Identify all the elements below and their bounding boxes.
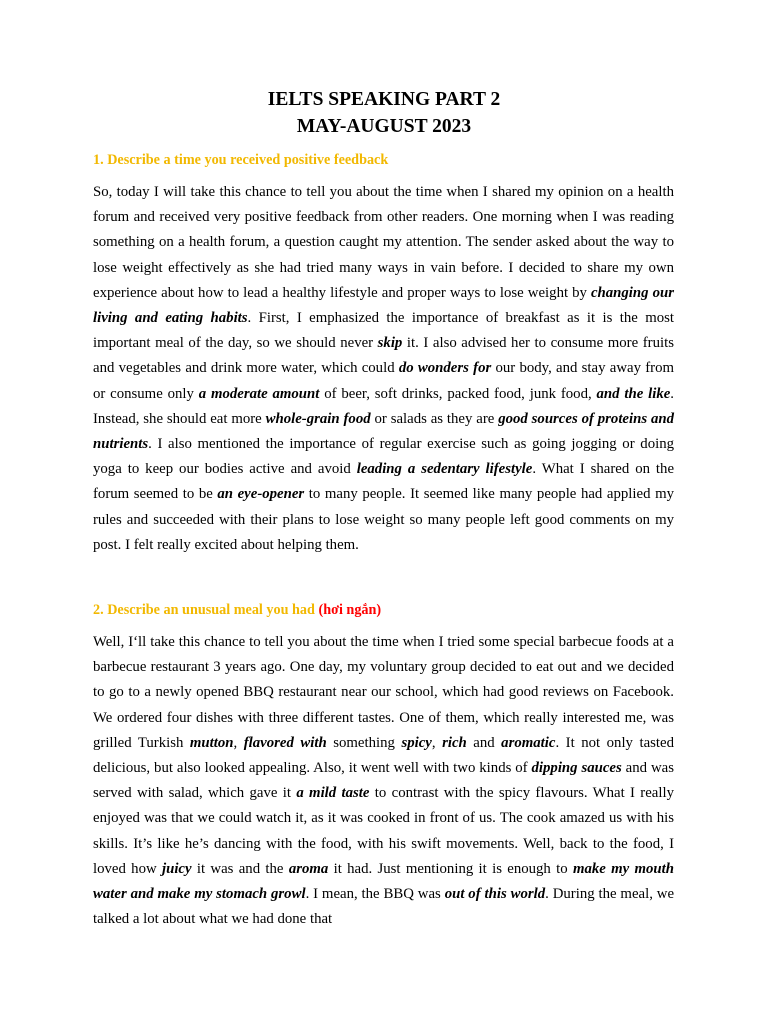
paragraph-text: to contrast with the spicy flavours. What I really enjoyed was that we could watch it, as it was cooked in front of us. The cook amazed us with his skills. It’s like he’s dancing with the food, with his swift movements. Well, back to the food, I loved how (93, 785, 674, 877)
section-2-heading (93, 600, 693, 620)
key-phrase: make my mouth water and make my stomach growl (93, 860, 675, 903)
paragraph-text: . I also mentioned the importance of regular exercise such as going jogging or doing yoga to keep our bodies active and avoid (93, 436, 674, 478)
paragraph-text: something (326, 734, 402, 751)
section-1-heading (93, 150, 693, 170)
key-phrase: skip (377, 335, 403, 352)
paragraph-text: . During the meal, we talked a lot about what we had done that (93, 886, 675, 928)
paragraph-text: or salads as they are (370, 410, 499, 427)
section-2-heading-text: 2. Describe an unusual meal you had (93, 602, 315, 618)
paragraph-text: . What I shared on the forum seemed to be (93, 461, 675, 503)
paragraph-text: So, today I will take this chance to tell you about the time when I shared my opinion on a health forum and received very positive feedback from other readers. One morning when I was reading something on a health forum, a question caught my attention. The sender asked about the way to lose weight effectively as she had tried many ways in vain before. I decided to share my own experience about how to lead a healthy lifestyle and proper ways to lose weight by (93, 184, 674, 301)
paragraph-text: to many people. It seemed like many people had applied my rules and succeeded with their plans to lose weight so many people left good comments on my post. I felt really excited about helping them. (93, 486, 674, 553)
key-phrase: a moderate amount (198, 385, 320, 402)
paragraph-text: , (233, 734, 244, 751)
paragraph-text: . It not only tasted delicious, but also looked appealing. Also, it went well with two kinds of (93, 734, 674, 777)
key-phrase: mutton (189, 734, 234, 751)
document-subtitle: MAY-AUGUST 2023 (296, 116, 472, 137)
key-phrase: juicy (161, 860, 192, 877)
paragraph-text: it had. Just mentioning it is enough to (328, 860, 573, 877)
key-phrase: rich (442, 734, 467, 751)
paragraph-text: Well, I‘ll take this chance to tell you about the time when I tried some special barbecue foods at a barbecue restaurant 3 years ago. One day, my voluntary group decided to eat out and we decided to go to a newly opened BBQ restaurant near our school, which had good reviews on Facebook. We ordered four dishes with three different tastes. One of them, which really interested me, was grilled Turkish (93, 634, 674, 751)
paragraph-text: our body, and stay away from or consume only (93, 360, 674, 402)
paragraph-text: . First, I emphasized the importance of breakfast as it is the most important meal of the day, so we should never (93, 310, 674, 352)
key-phrase: aroma (288, 860, 329, 877)
key-phrase: whole-grain food (265, 410, 371, 427)
section-2-heading-note: (hơi ngắn) (318, 602, 382, 618)
key-phrase: leading a sedentary lifestyle (356, 461, 533, 478)
key-phrase: spicy (401, 734, 432, 751)
section-2-paragraph (93, 630, 674, 932)
paragraph-text: it. I also advised her to consume more fruits and vegetables and drink more water, which could (93, 335, 674, 377)
paragraph-text: it was and the (191, 860, 289, 877)
document-title: IELTS SPEAKING PART 2 (267, 89, 501, 110)
key-phrase: do wonders for (398, 360, 492, 377)
paragraph-text: of beer, soft drinks, packed food, junk food, (319, 385, 597, 402)
section-1-paragraph (93, 180, 674, 558)
key-phrase: aromatic (501, 734, 556, 751)
section-1-heading-text: 1. Describe a time you received positive feedback (93, 152, 389, 168)
title-block (0, 86, 768, 140)
paragraph-text: and was served with salad, which gave it (93, 760, 674, 802)
key-phrase: out of this world (444, 886, 546, 903)
paragraph-text: , (431, 734, 443, 751)
key-phrase: and the like (596, 385, 671, 402)
paragraph-text: . Instead, she should eat more (93, 385, 674, 427)
key-phrase: dipping sauces (531, 760, 622, 777)
key-phrase: good sources of proteins and nutrients (93, 410, 675, 453)
key-phrase: changing our living and eating habits (93, 284, 674, 327)
paragraph-text: . I mean, the BBQ was (305, 886, 445, 903)
paragraph-text: and (466, 734, 502, 751)
key-phrase: flavored with (243, 734, 327, 751)
key-phrase: a mild taste (296, 785, 370, 802)
key-phrase: an eye-opener (217, 486, 305, 503)
